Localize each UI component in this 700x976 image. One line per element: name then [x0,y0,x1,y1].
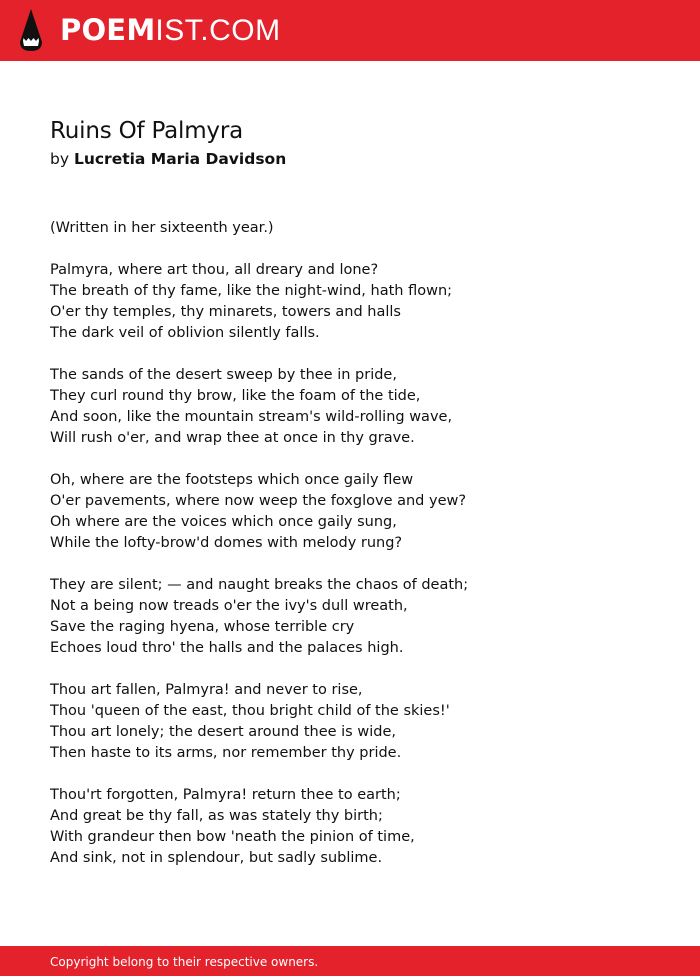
logo-bold-text: POEM [60,12,156,47]
pencil-icon [18,8,44,52]
stanza-break [50,659,650,680]
copyright-text: Copyright belong to their respective owners. [50,955,319,969]
poem-line: They are silent; — and naught breaks the chaos of death; [50,577,469,593]
poem-byline [50,148,286,170]
poem-line: Thou 'queen of the east, thou bright child of the skies!' [50,703,450,719]
site-header [0,0,700,61]
site-logo-text [60,8,281,53]
poem-line: Echoes loud thro' the halls and the palaces high. [50,640,404,656]
logo-light-text: IST.COM [155,13,281,47]
poem-line: O'er thy temples, thy minarets, towers and halls [50,304,401,320]
stanza-break [50,449,650,470]
poem-line: Save the raging hyena, whose terrible cry [50,619,355,635]
poem-line: While the lofty-brow'd domes with melody rung? [50,535,403,551]
poem-line: Not a being now treads o'er the ivy's dull wreath, [50,598,408,614]
stanza-break [50,239,650,260]
poem-line: And soon, like the mountain stream's wild-rolling wave, [50,409,453,425]
stanza-break [50,764,650,785]
poem-line: The dark veil of oblivion silently falls. [50,325,320,341]
poem-line: Then haste to its arms, nor remember thy pride. [50,745,402,761]
poem-line: (Written in her sixteenth year.) [50,220,274,236]
poem-line: Thou art lonely; the desert around thee is wide, [50,724,396,740]
byline-prefix: by [50,150,70,168]
poem-line: They curl round thy brow, like the foam of the tide, [50,388,421,404]
poem-line: Thou'rt forgotten, Palmyra! return thee to earth; [50,787,401,803]
poem-line: Oh where are the voices which once gaily sung, [50,514,397,530]
poem-line: Will rush o'er, and wrap thee at once in thy grave. [50,430,415,446]
stanza-break [50,344,650,365]
site-logo[interactable] [18,8,281,52]
poem-author: Lucretia Maria Davidson [73,150,287,168]
poem-line: And great be thy fall, as was stately thy birth; [50,808,383,824]
poem-line: And sink, not in splendour, but sadly sublime. [50,850,383,866]
site-footer [0,946,700,976]
poem-line: Palmyra, where art thou, all dreary and lone? [50,262,379,278]
stanza-break [50,554,650,575]
poem-title: Ruins Of Palmyra [50,118,243,144]
poem-line: Thou art fallen, Palmyra! and never to rise, [50,682,363,698]
poem-body [50,218,650,869]
poem-line: Oh, where are the footsteps which once gaily flew [50,472,414,488]
poem-line: O'er pavements, where now weep the foxglove and yew? [50,493,467,509]
poem-line: With grandeur then bow 'neath the pinion of time, [50,829,415,845]
poem-line: The sands of the desert sweep by thee in pride, [50,367,397,383]
poem-line: The breath of thy fame, like the night-wind, hath flown; [50,283,453,299]
